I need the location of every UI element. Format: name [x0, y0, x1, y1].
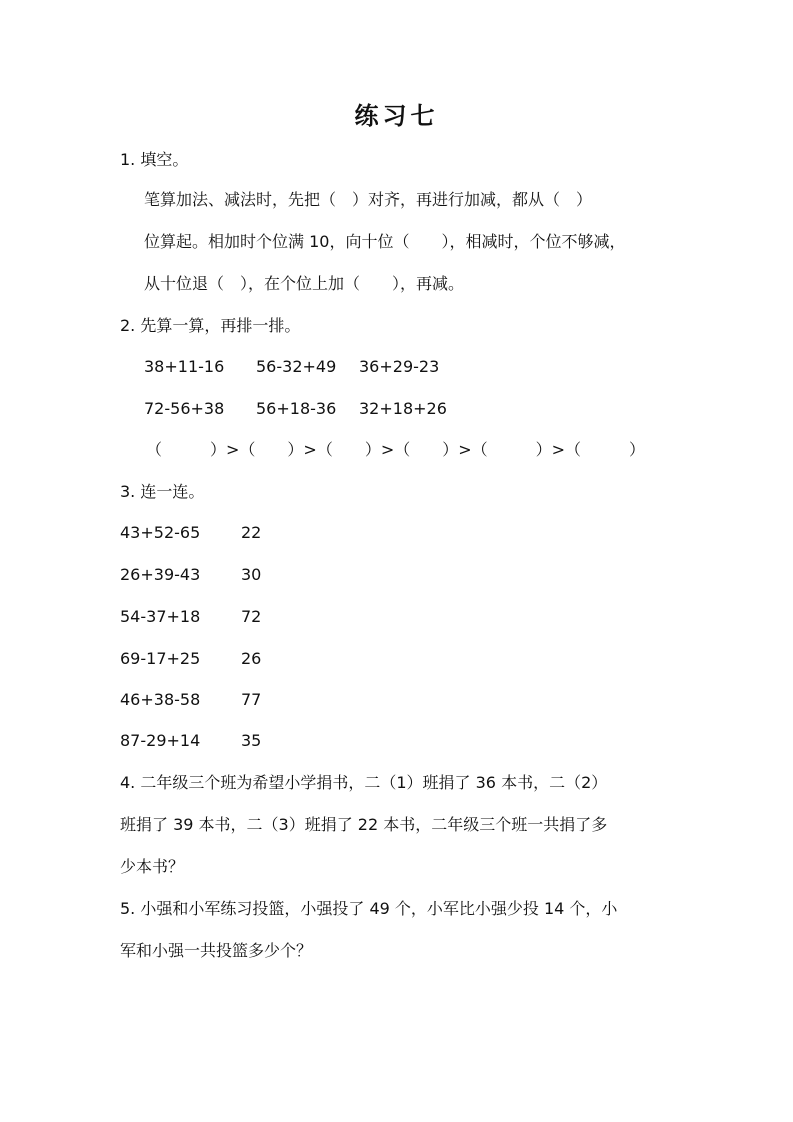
q2-expr-row-2: [0, 397, 793, 421]
q3-value: 22: [241, 523, 262, 542]
q5-line-1: 5. 小强和小军练习投篮，小强投了 49 个，小军比小强少投 14 个，小: [120, 899, 618, 918]
q2-heading: 2. 先算一算，再排一排。: [120, 316, 301, 335]
page-title: 练习七: [354, 101, 439, 130]
q3-value: 77: [241, 690, 262, 709]
q5-line-2: 军和小强一共投篮多少个？: [120, 941, 313, 960]
q4-line-1: 4. 二年级三个班为希望小学捐书，二（1）班捐了 36 本书，二（2）: [120, 773, 608, 792]
q3-pair-row: [0, 605, 793, 629]
q4-line-3: 少本书？: [120, 857, 185, 876]
q3-pair-row: [0, 647, 793, 671]
q3-value: 26: [241, 649, 262, 668]
q1-line-3: 从十位退（ ），在个位上加（ ），再减。: [144, 274, 465, 293]
q3-heading: 3. 连一连。: [120, 482, 205, 501]
q2-expression: 36+29-23: [359, 357, 440, 376]
q2-expression: 56+18-36: [256, 399, 337, 418]
q1-heading: 1. 填空。: [120, 150, 189, 169]
q1-line-1: 笔算加法、减法时，先把（ ）对齐，再进行加减，都从（ ）: [144, 190, 593, 209]
q2-expression: 72-56+38: [144, 399, 225, 418]
q3-pair-row: [0, 563, 793, 587]
q2-expression: 56-32+49: [256, 357, 337, 376]
q4-line-2: 班捐了 39 本书，二（3）班捐了 22 本书，二年级三个班一共捐了多: [120, 815, 608, 834]
q3-pair-row: [0, 729, 793, 753]
q3-value: 35: [241, 731, 262, 750]
q3-expression: 69-17+25: [120, 649, 201, 668]
q1-line-2: 位算起。相加时个位满 10，向十位（ ），相减时，个位不够减，: [144, 232, 626, 251]
q2-expression: 38+11-16: [144, 357, 225, 376]
q3-expression: 26+39-43: [120, 565, 201, 584]
q3-expression: 54-37+18: [120, 607, 201, 626]
q3-pair-row: [0, 521, 793, 545]
q3-pair-row: [0, 688, 793, 712]
q2-expression: 32+18+26: [359, 399, 447, 418]
q3-value: 30: [241, 565, 262, 584]
q3-value: 72: [241, 607, 262, 626]
q3-expression: 43+52-65: [120, 523, 201, 542]
q3-expression: 46+38-58: [120, 690, 201, 709]
q3-expression: 87-29+14: [120, 731, 201, 750]
q2-order-line: （ ）>（ ）>（ ）>（ ）>（ ）>（ ）: [146, 440, 646, 459]
q2-expr-row-1: [0, 355, 793, 379]
